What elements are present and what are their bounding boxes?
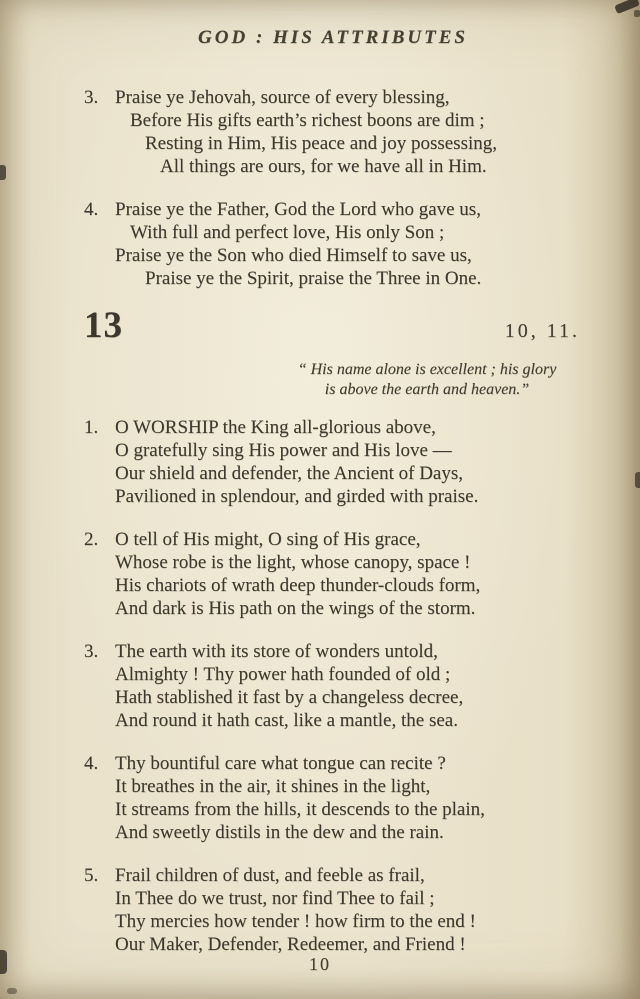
scan-artifact <box>7 988 17 994</box>
verse-line: Thy mercies how tender ! how firm to the end ! <box>115 911 476 932</box>
verse-line: Whose robe is the light, whose canopy, space ! <box>115 552 471 573</box>
verse-line: Praise ye the Spirit, praise the Three in One. <box>145 268 482 289</box>
verse <box>84 640 582 732</box>
hymn-meter: 10, 11. <box>504 320 580 342</box>
verse-number: 2. <box>84 529 99 550</box>
verse <box>84 528 582 620</box>
verse <box>84 86 582 178</box>
verse-line-text: O tell of His might, O sing of His grace, <box>115 529 421 550</box>
verse-line: It breathes in the air, it shines in the light, <box>115 776 431 797</box>
verse-line: Pavilioned in splendour, and girded with praise. <box>115 486 479 507</box>
verse-number: 1. <box>84 417 99 438</box>
verse-line: It streams from the hills, it descends to the plain, <box>115 799 485 820</box>
verse-line <box>84 86 582 109</box>
verse <box>84 752 582 844</box>
verse-line: And dark is His path on the wings of the storm. <box>115 598 476 619</box>
verse <box>84 864 582 956</box>
verse-line: Resting in Him, His peace and joy possessing, <box>145 133 497 154</box>
verse-line: In Thee do we trust, nor find Thee to fail ; <box>115 888 435 909</box>
epigraph-line: “ His name alone is excellent ; his glory <box>297 361 557 378</box>
verse-line <box>84 416 582 439</box>
verse-line <box>84 528 582 551</box>
hymn-13-verses <box>84 416 582 956</box>
verse-line: His chariots of wrath deep thunder-clouds form, <box>115 575 481 596</box>
scan-artifact <box>0 950 7 974</box>
running-header: GOD : HIS ATTRIBUTES <box>198 27 468 48</box>
page-number: 10 <box>309 954 331 974</box>
verse-line: Praise ye the Son who died Himself to save us, <box>115 245 472 266</box>
scan-artifact <box>0 165 6 180</box>
verse-line <box>84 864 582 887</box>
verse-line: Almighty ! Thy power hath founded of old ; <box>115 664 451 685</box>
verse-line: Hath stablished it fast by a changeless decree, <box>115 687 464 708</box>
verse-line <box>84 198 582 221</box>
verse-line-text: O WORSHIP the King all-glorious above, <box>115 417 436 438</box>
hymn-heading <box>84 306 582 346</box>
verse-line: And round it hath cast, like a mantle, the sea. <box>115 710 458 731</box>
epigraph <box>270 360 584 400</box>
verse-number: 3. <box>84 641 99 662</box>
verse <box>84 416 582 508</box>
verse-line: O gratefully sing His power and His love — <box>115 440 452 461</box>
verse-line: With full and perfect love, His only Son ; <box>130 222 445 243</box>
verse-line: All things are ours, for we have all in Him. <box>160 156 487 177</box>
hymn-number: 13 <box>84 305 123 346</box>
verse-line <box>84 640 582 663</box>
scan-artifact <box>635 472 640 488</box>
verse-line: And sweetly distils in the dew and the rain. <box>115 822 444 843</box>
scan-artifact <box>634 10 640 17</box>
verse-line: Our shield and defender, the Ancient of Days, <box>115 463 463 484</box>
verse-number: 4. <box>84 199 99 220</box>
verse-line <box>84 752 582 775</box>
hymn-12-continued <box>84 86 582 290</box>
verse-line-text: The earth with its store of wonders untold, <box>115 641 438 662</box>
verse-number: 5. <box>84 865 99 886</box>
verse-line: Before His gifts earth’s richest boons are dim ; <box>130 110 485 131</box>
verse-line-text: Praise ye the Father, God the Lord who gave us, <box>115 199 481 220</box>
verse-line-text: Thy bountiful care what tongue can recite ? <box>115 753 446 774</box>
epigraph-line: is above the earth and heaven.” <box>324 381 530 398</box>
verse-line-text: Frail children of dust, and feeble as frail, <box>115 865 425 886</box>
verse-number: 3. <box>84 87 99 108</box>
verse <box>84 198 582 290</box>
verse-number: 4. <box>84 753 99 774</box>
verse-line-text: Praise ye Jehovah, source of every blessing, <box>115 87 450 108</box>
verse-line: Our Maker, Defender, Redeemer, and Friend ! <box>115 934 466 955</box>
